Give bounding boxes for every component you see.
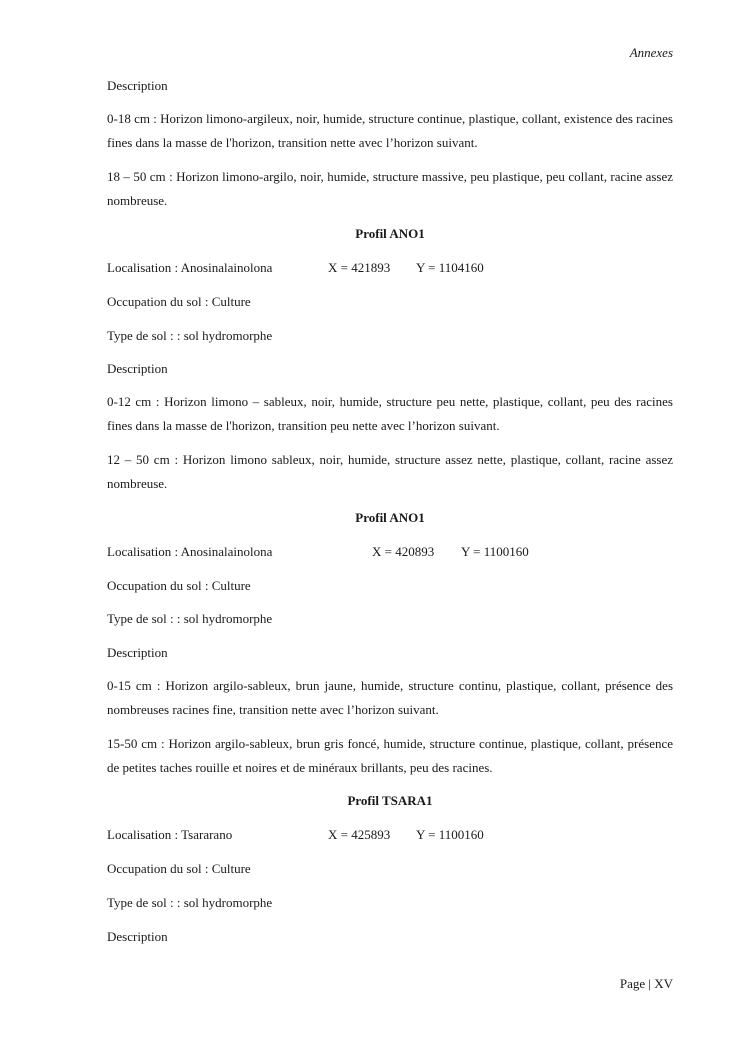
horizon-description: 0-15 cm : Horizon argilo-sableux, brun jaune, humide, structure continu, plastique, collant, présence des nombreuses racines fine, transition nette avec l’horizon suivant. [107,678,673,717]
description-label: Description [107,645,168,660]
coordinate-x: X = 425893 [328,827,391,842]
horizon-description: 18 – 50 cm : Horizon limono-argilo, noir, humide, structure massive, peu plastique, peu collant, racine assez nombreuse. [107,169,673,208]
land-use-line: Occupation du sol : Culture [107,578,251,593]
description-label: Description [107,929,168,944]
profile-title: Profil ANO1 [355,510,425,525]
soil-type-line: Type de sol : : sol hydromorphe [107,611,273,626]
soil-type-line: Type de sol : : sol hydromorphe [107,328,273,343]
horizon-description: 0-18 cm : Horizon limono-argileux, noir, humide, structure continue, plastique, collant, existence des racines fines dans la masse de l'horizon, transition nette avec l’horizon suivant. [107,111,673,150]
land-use-line: Occupation du sol : Culture [107,861,251,876]
coordinate-x: X = 421893 [328,260,391,275]
profile-title: Profil ANO1 [355,226,425,241]
horizon-description: 15-50 cm : Horizon argilo-sableux, brun gris foncé, humide, structure continue, plastique, collant, présence de petites taches rouille et noires et de minéraux brillants, peu des racines. [107,736,673,775]
horizon-description: 12 – 50 cm : Horizon limono sableux, noir, humide, structure assez nette, plastique, collant, racine assez nombreuse. [107,452,673,491]
coordinate-y: Y = 1100160 [416,827,484,842]
description-label: Description [107,78,168,93]
description-label: Description [107,361,168,376]
land-use-line: Occupation du sol : Culture [107,294,251,309]
running-header: Annexes [629,45,673,60]
profile-title: Profil TSARA1 [347,793,433,808]
horizon-description: 0-12 cm : Horizon limono – sableux, noir, humide, structure peu nette, plastique, collant, peu des racines fines dans la masse de l'horizon, transition peu nette avec l’horizon suivant. [107,394,673,433]
coordinate-x: X = 420893 [372,544,435,559]
localisation-line: Localisation : Anosinalainolona [107,260,273,275]
page-number: Page | XV [619,976,673,991]
localisation-line: Localisation : Anosinalainolona [107,544,273,559]
soil-type-line: Type de sol : : sol hydromorphe [107,895,273,910]
localisation-line: Localisation : Tsararano [107,827,233,842]
coordinate-y: Y = 1100160 [461,544,529,559]
coordinate-y: Y = 1104160 [416,260,484,275]
